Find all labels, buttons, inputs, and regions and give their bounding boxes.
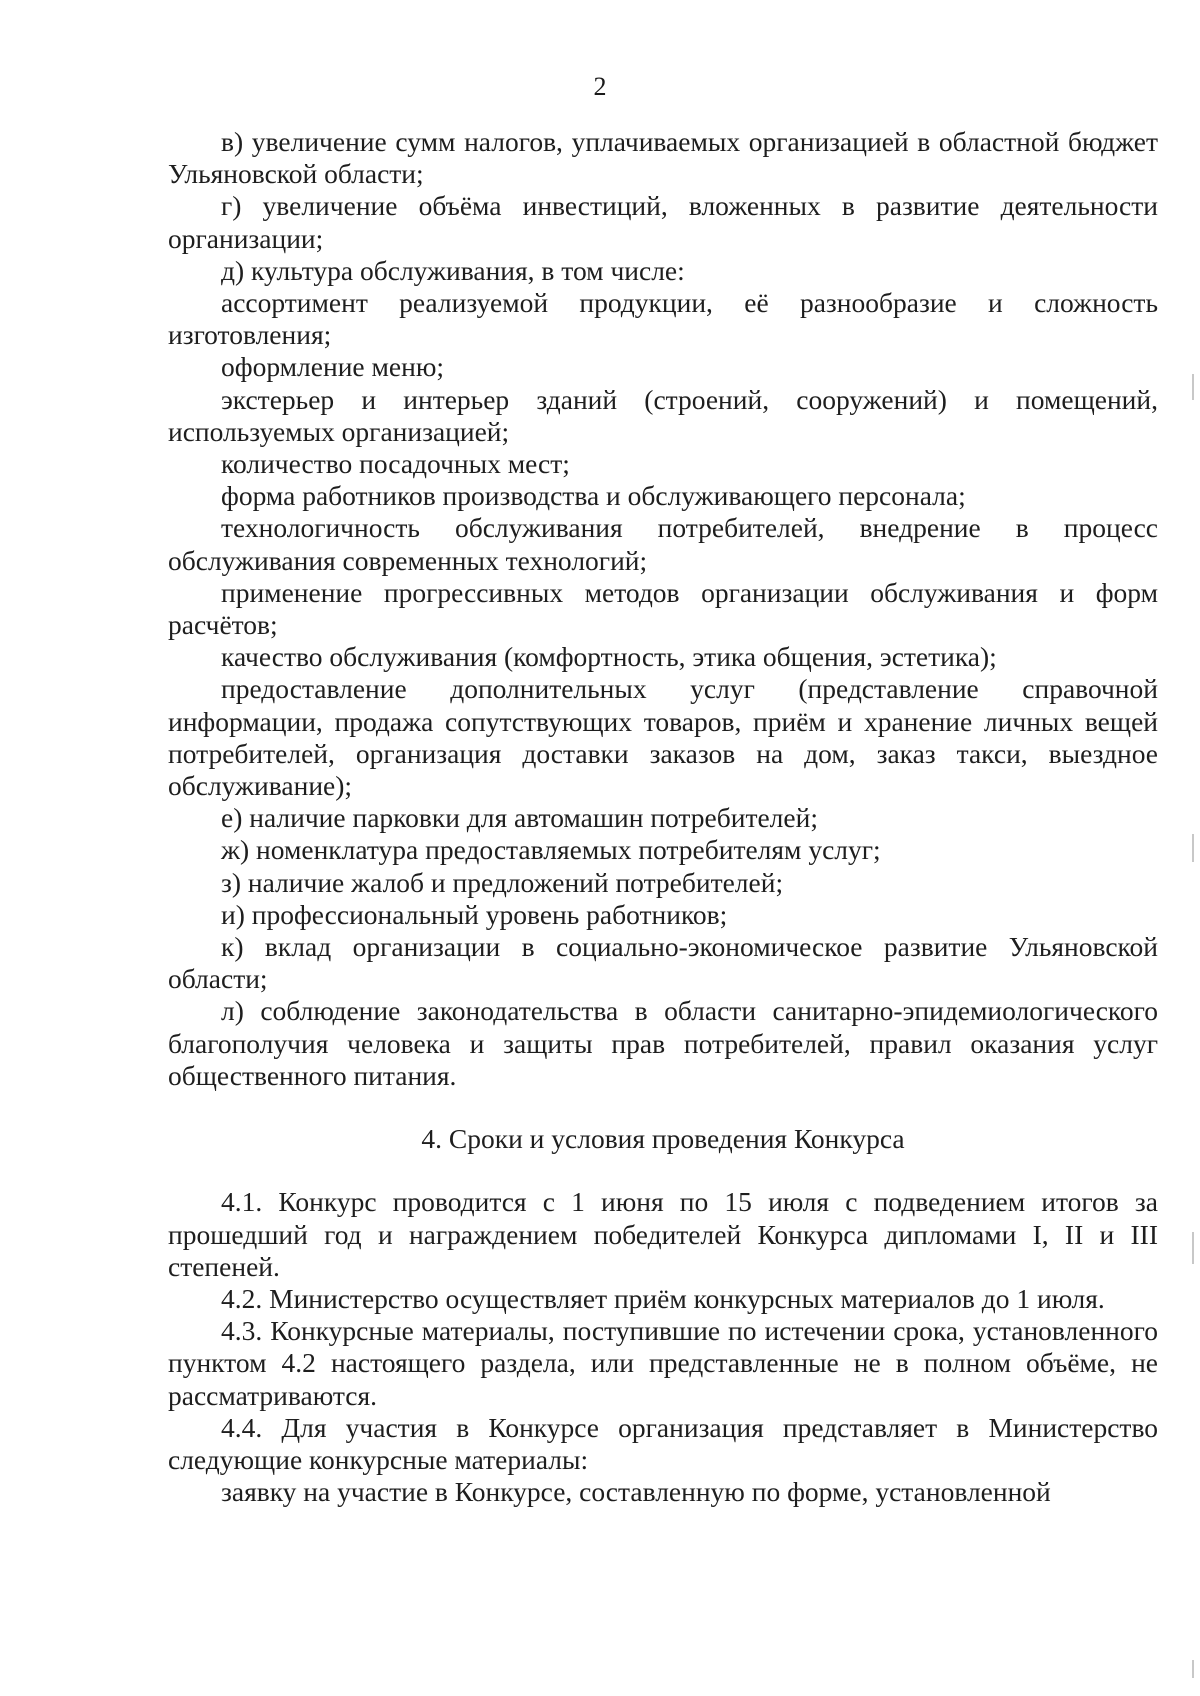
scan-artifact: [1192, 1232, 1194, 1264]
section-heading: 4. Сроки и условия проведения Конкурса: [421, 1123, 905, 1155]
paragraph: форма работников производства и обслуживающего персонала;: [221, 480, 966, 512]
paragraph: в) увеличение сумм налогов, уплачиваемых организацией в областной бюджет Ульяновской области;: [168, 126, 1158, 190]
paragraph: качество обслуживания (комфортность, этика общения, эстетика);: [221, 641, 997, 673]
paragraph: и) профессиональный уровень работников;: [221, 898, 728, 930]
paragraph: экстерьер и интерьер зданий (строений, сооружений) и помещений, используемых организацией;: [168, 383, 1158, 447]
paragraph: 4.2. Министерство осуществляет приём конкурсных материалов до 1 июля.: [221, 1282, 1105, 1314]
paragraph: л) соблюдение законодательства в области санитарно-эпидемиологического благополучия человека и защиты прав потребителей, правил оказания услуг общественного питания.: [168, 995, 1158, 1091]
paragraph: 4.4. Для участия в Конкурсе организация представляет в Министерство следующие конкурсные материалы:: [168, 1411, 1158, 1475]
document-body: [168, 126, 1158, 1508]
paragraph: д) культура обслуживания, в том числе:: [221, 254, 685, 286]
paragraph: заявку на участие в Конкурсе, составленную по форме, установленной: [221, 1476, 1051, 1508]
page-number: 2: [593, 72, 607, 101]
paragraph: применение прогрессивных методов организации обслуживания и форм расчётов;: [168, 576, 1158, 641]
paragraph: е) наличие парковки для автомашин потребителей;: [221, 802, 818, 834]
paragraph: к) вклад организации в социально-экономическое развитие Ульяновской области;: [168, 931, 1158, 995]
paragraph: оформление меню;: [221, 351, 445, 383]
scan-artifact: [1192, 1660, 1194, 1678]
paragraph: 4.1. Конкурс проводится с 1 июня по 15 июля с подведением итогов за прошедший год и награждением победителей Конкурса дипломами I, II и III степеней.: [168, 1186, 1158, 1282]
paragraph: з) наличие жалоб и предложений потребителей;: [221, 866, 784, 898]
paragraph: г) увеличение объёма инвестиций, вложенных в развитие деятельности организации;: [168, 190, 1158, 254]
paragraph: технологичность обслуживания потребителей, внедрение в процесс обслуживания современных технологий;: [168, 512, 1158, 576]
scan-artifact: [1192, 834, 1194, 862]
scan-artifact: [1192, 374, 1194, 400]
paragraph: 4.3. Конкурсные материалы, поступившие по истечении срока, установленного пунктом 4.2 настоящего раздела, или представленные не в полном объёме, не рассматриваются.: [168, 1315, 1158, 1411]
paragraph: ж) номенклатура предоставляемых потребителям услуг;: [221, 834, 881, 866]
paragraph: количество посадочных мест;: [221, 448, 570, 480]
paragraph: предоставление дополнительных услуг (представление справочной информации, продажа сопутствующих товаров, приём и хранение личных вещей потребителей, организация доставки заказов на дом, заказ такси, выездное обслуживание);: [168, 673, 1158, 802]
paragraph: ассортимент реализуемой продукции, её разнообразие и сложность изготовления;: [168, 287, 1158, 351]
